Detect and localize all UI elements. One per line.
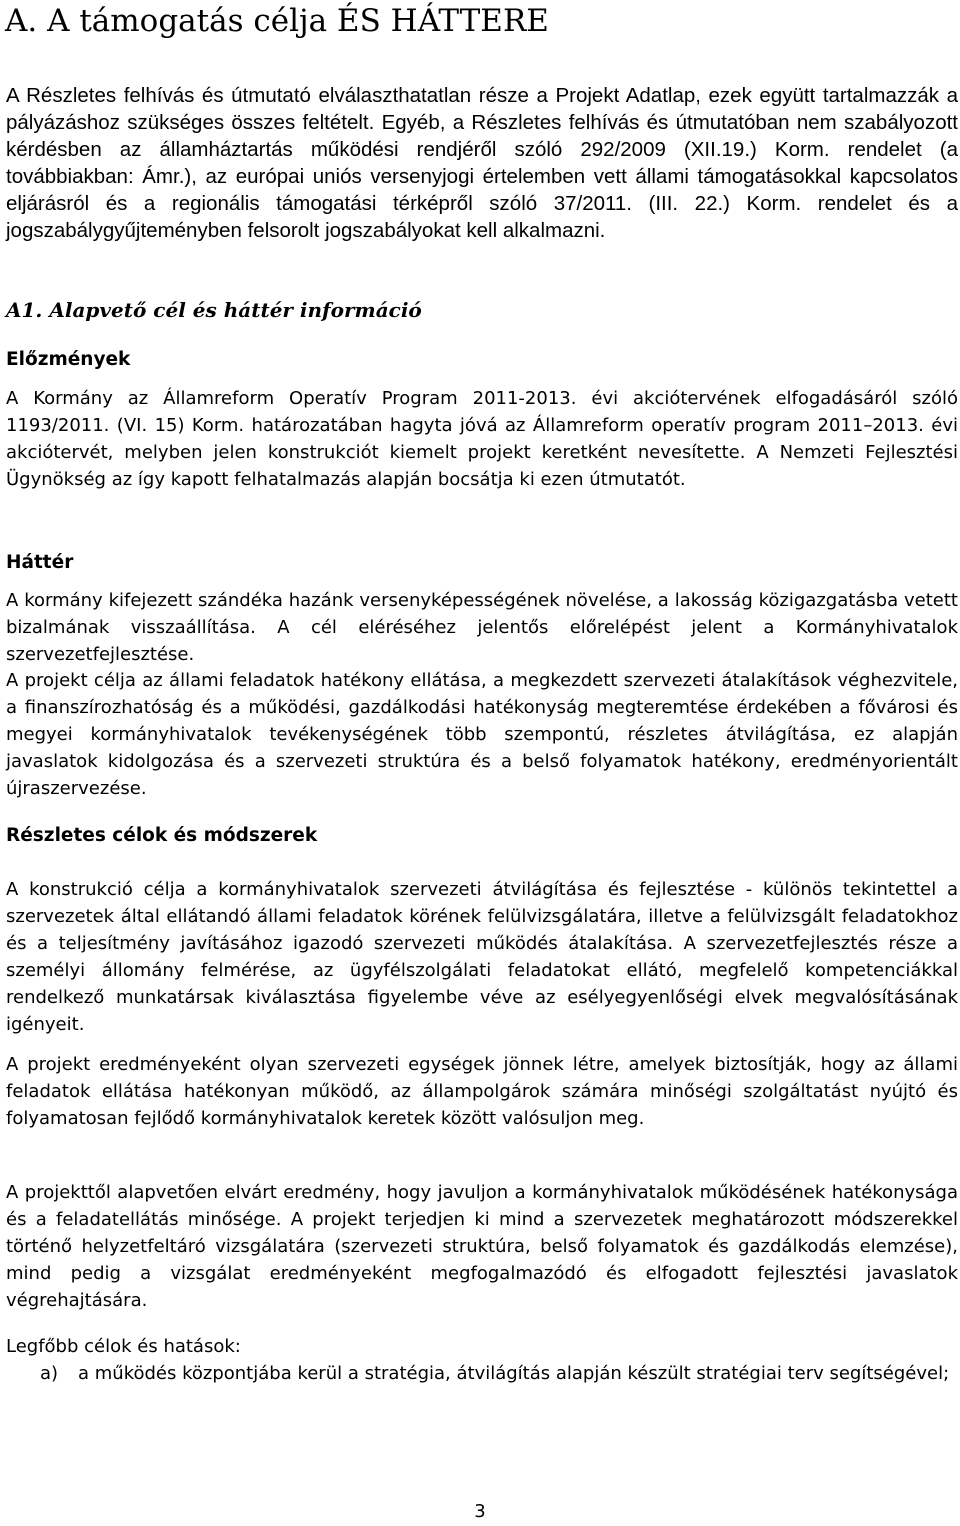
list-marker: a) <box>40 1363 59 1384</box>
hatter-paragraph-2: A projekt célja az állami feladatok hatékony ellátása, a megkezdett szervezeti átalakítások véghezvitele, a finanszírozhatóság és a működési, gazdálkodási hatékonyság megteremtése érdekében a fővárosi és megyei kormányhivatalok tevékenységének több szempontú, részletes átvilágítása, ez alapján javaslatok kidolgozása és a szervezeti struktúra és a belső folyamatok hatékony, eredményorientált újraszervezése. <box>6 670 958 799</box>
main-heading: A. A támogatás célja ÉS HÁTTERE <box>5 3 549 39</box>
reszletes-paragraph-2: A projekt eredményeként olyan szervezeti egységek jönnek létre, amelyek biztosítják, hogy az állami feladatok ellátása hatékonyan működő, az állampolgárok számára minőségi szolgáltatást nyújtó és folyamatosan fejlődő kormányhivatalok keretek között valósuljon meg. <box>6 1054 958 1129</box>
section-a1-heading: A1. Alapvető cél és háttér információ <box>6 298 422 322</box>
hatter-paragraph-1: A kormány kifejezett szándéka hazánk versenyképességének növelése, a lakosság közigazgatásba vetett bizalmának visszaállítása. A cél eléréséhez jelentős előrelépést jelent a Kormányhivatalok szervezetfejlesztése. <box>6 590 958 665</box>
elozmenyek-heading: Előzmények <box>6 349 131 370</box>
elozmenyek-paragraph: A Kormány az Államreform Operatív Program 2011-2013. évi akciótervének elfogadásáról szóló 1193/2011. (VI. 15) Korm. határozatában hagyta jóvá az Államreform operatív program 2011–2013. évi akciótervét, melyben jelen konstrukciót kiemelt projekt keretként nevesítette. A Nemzeti Fejlesztési Ügynökség az így kapott felhatalmazás alapján bocsátja ki ezen útmutatót. <box>6 388 958 490</box>
reszletes-heading: Részletes célok és módszerek <box>6 825 318 846</box>
intro-paragraph: A Részletes felhívás és útmutató elválaszthatatlan része a Projekt Adatlap, ezek együtt tartalmazzák a pályázáshoz szükséges összes feltételt. Egyéb, a Részletes felhívás és útmutatóban nem szabályozott kérdésben az államháztartás működési rendjéről szóló 292/2009 (XII.19.) Korm. rendelet (a továbbiakban: Ámr.), az európai uniós versenyjogi értelemben vett állami támogatásokkal kapcsolatos eljárásról és a regionális támogatási térképről szóló 37/2011. (III. 22.) Korm. rendelet és a jogszabálygyűjteményben felsorolt jogszabályokat kell alkalmazni. <box>6 84 958 242</box>
goals-title: Legfőbb célok és hatások: <box>6 1336 241 1357</box>
page-number: 3 <box>474 1501 486 1522</box>
reszletes-paragraph-1: A konstrukció célja a kormányhivatalok szervezeti átvilágítása és fejlesztése - különös tekintettel a szervezetek által ellátandó állami feladatok körének felülvizsgálatára, illetve a felülvizsgált feladatokhoz és a teljesítmény javításához igazodó szervezeti működés átalakítása. A szervezetfejlesztés része a személyi állomány felmérése, az ügyfélszolgálati feladatokat ellátó, megfelelő kompetenciákkal rendelkező munkatársak kiválasztása figyelembe véve az esélyegyenlőségi elvek megvalósításának igényeit. <box>6 879 958 1035</box>
hatter-heading: Háttér <box>6 552 74 573</box>
list-item-text: a működés központjába kerül a stratégia, átvilágítás alapján készült stratégiai terv segítségével; <box>78 1363 950 1384</box>
reszletes-paragraph-3: A projekttől alapvetően elvárt eredmény, hogy javuljon a kormányhivatalok működésének hatékonysága és a feladatellátás minősége. A projekt terjedjen ki mind a szervezetek meghatározott módszerekkel történő helyzetfeltáró vizsgálatára (szervezeti struktúra, belső folyamatok és gazdálkodás elemzése), mind pedig a vizsgálat eredményeként megfogalmazódó és elfogadott fejlesztési javaslatok végrehajtására. <box>6 1182 958 1311</box>
